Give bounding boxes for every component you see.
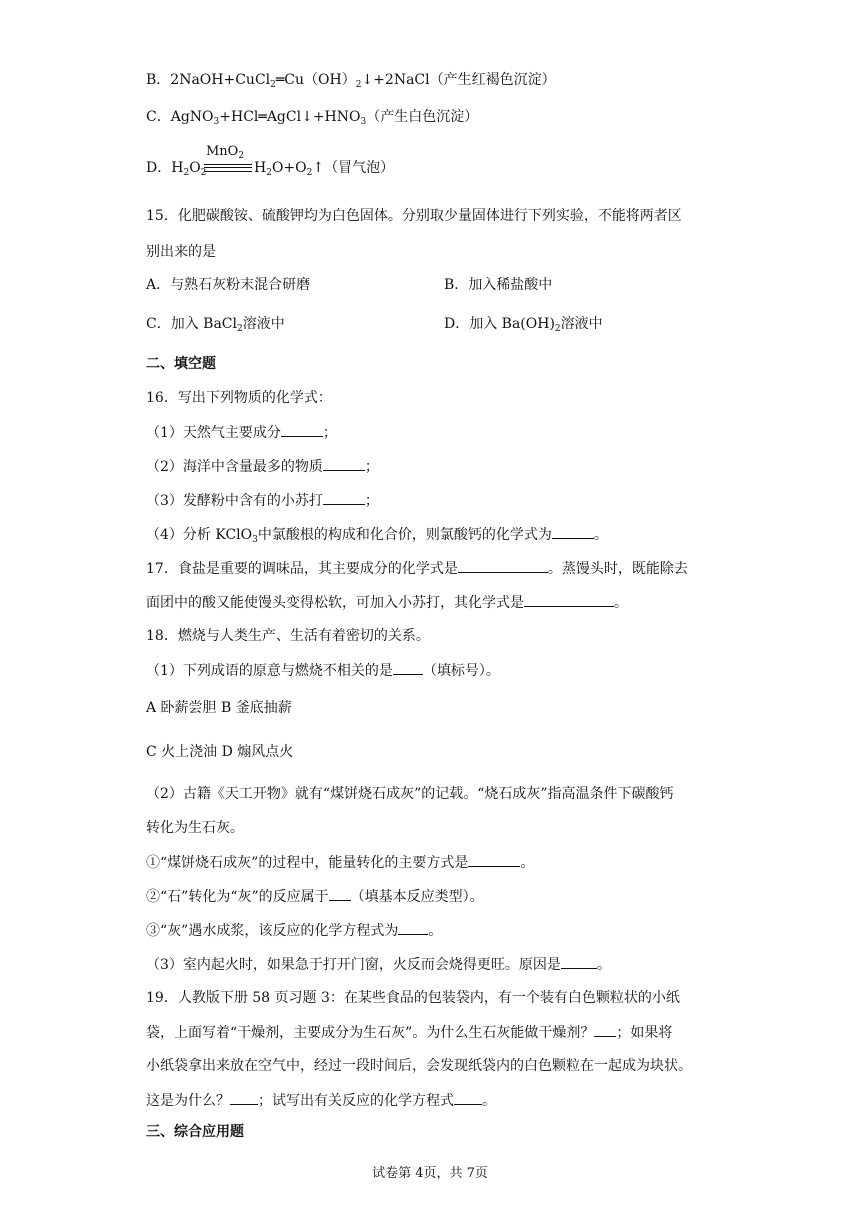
q17-line2: 面团中的酸又能使馒头变得松软，可加入小苏打，其化学式是 。	[146, 592, 628, 613]
q18-sub3: ③“灰”遇水成浆，该反应的化学方程式为 。	[146, 920, 442, 941]
answer-blank	[594, 1022, 616, 1037]
q15-option-a: A．与熟石灰粉末混合研磨	[146, 277, 311, 293]
answer-blank	[323, 490, 365, 505]
q19-line4: 这是为什么？ ；试写出有关反应的化学方程式 。	[146, 1090, 496, 1111]
q16-stem: 16．写出下列物质的化学式：	[146, 390, 332, 406]
answer-blank	[398, 920, 428, 935]
q17-line1: 17．食盐是重要的调味品，其主要成分的化学式是 。蒸馒头时，既能除去	[146, 558, 688, 579]
q18-sub1: ①“煤饼烧石成灰”的过程中，能量转化的主要方式是 。	[146, 852, 534, 873]
q19-line1: 19．人教版下册 58 页习题 3：在某些食品的包装袋内，有一个装有白色颗粒状的小纸	[146, 990, 680, 1006]
catalyst-label: MnO$_2$	[206, 144, 245, 161]
answer-blank	[458, 558, 548, 573]
answer-blank	[524, 592, 614, 607]
q16-item-2: （2）海洋中含量最多的物质 ；	[146, 456, 379, 477]
q15-option-d: D．加入 $Ba(OH)_2$溶液中	[444, 316, 603, 334]
q16-item-3: （3）发酵粉中含有的小苏打 ；	[146, 490, 379, 511]
answer-blank	[281, 422, 323, 437]
q15-stem-line2: 别出来的是	[146, 244, 216, 260]
q16-item-4: （4）分析 KClO$_3$中氯酸根的构成和化合价，则氯酸钙的化学式为 。	[146, 524, 608, 545]
answer-blank	[393, 660, 423, 675]
answer-blank	[561, 954, 597, 969]
answer-blank	[329, 886, 351, 901]
q18-part1: （1）下列成语的原意与燃烧不相关的是 （填标号）。	[146, 660, 500, 681]
section-title-fill-in: 二、填空题	[146, 356, 216, 372]
q18-part3: （3）室内起火时，如果急于打开门窗，火反而会烧得更旺。原因是 。	[146, 954, 611, 975]
q14-option-b: B．$2NaOH+CuCl_2═Cu(OH)_2↓+2NaCl$（产生红褐色沉淀）	[146, 72, 556, 90]
q14-option-c: C．$AgNO_3+HCl═AgCl↓+HNO_3$（产生白色沉淀）	[146, 109, 479, 127]
answer-blank	[468, 852, 520, 867]
answer-blank	[230, 1090, 258, 1105]
q15-option-c: C．加入 BaCl$_2$溶液中	[146, 316, 285, 334]
q15-option-b: B．加入稀盐酸中	[444, 277, 553, 293]
q16-item-1: （1）天然气主要成分 ；	[146, 422, 337, 443]
q15-stem-line1: 15．化肥碳酸铵、硫酸钾均为白色固体。分别取少量固体进行下列实验，不能将两者区	[146, 208, 682, 224]
q18-options-ab: A 卧薪尝胆 B 釜底抽薪	[146, 700, 292, 716]
section-title-comprehensive: 三、综合应用题	[146, 1124, 244, 1140]
answer-blank	[454, 1090, 482, 1105]
answer-blank	[552, 524, 594, 539]
q18-sub2: ②“石”转化为“灰”的反应属于 （填基本反应类型）。	[146, 886, 484, 907]
page-footer: 试卷第 4页，共 7页	[372, 1166, 488, 1181]
q19-line2: 袋，上面写着“干燥剂，主要成分为生石灰”。为什么生石灰能做干燥剂？ ；如果将	[146, 1022, 672, 1043]
q18-stem: 18．燃烧与人类生产、生活有着密切的关系。	[146, 628, 430, 644]
answer-blank	[323, 456, 365, 471]
q18-part2-line1: （2）古籍《天工开物》就有“煤饼烧石成灰”的记载。“烧石成灰”指高温条件下碳酸钙	[146, 786, 674, 802]
q18-options-cd: C 火上浇油 D 煽风点火	[146, 744, 294, 760]
q18-part2-line2: 转化为生石灰。	[146, 820, 244, 836]
q19-line3: 小纸袋拿出来放在空气中，经过一段时间后，会发现纸袋内的白色颗粒在一起成为块状。	[146, 1058, 692, 1074]
equals-sign	[204, 164, 252, 172]
